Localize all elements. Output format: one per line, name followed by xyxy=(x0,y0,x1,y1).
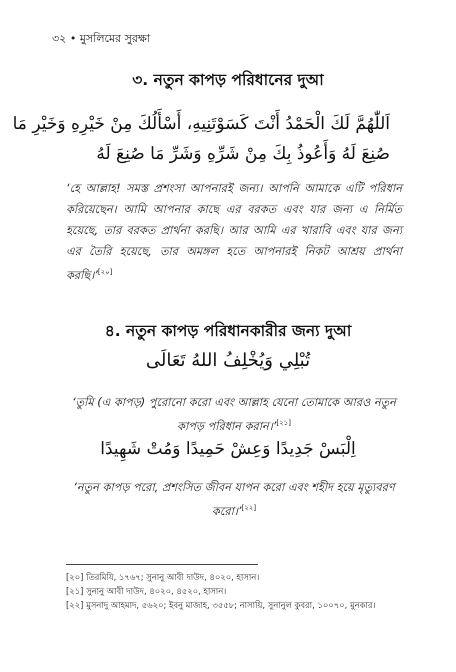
section-4-translation-2-text: ‘নতুন কাপড় পরো, প্রশংসিত জীবন যাপন করো এবং শহীদ হয়ে মৃত্যুবরণ করো।’ xyxy=(73,481,395,518)
footnote-ref-22: [২২] xyxy=(241,504,257,512)
section-4-translation-1 xyxy=(66,392,402,437)
section-3-heading: ৩. নতুন কাপড় পরিধানের দুআ xyxy=(132,71,324,89)
running-header xyxy=(52,30,150,49)
footnote-22: [২২] মুসনাদু আহমাদ, ৫৬২০; ইবনু মাজাহ, ৩৫৫৮; নাসায়ি, সুনানুল কুবরা, ১০০৭০, মুনকার। xyxy=(66,600,376,610)
book-title: মুসলিমের সুরক্ষা xyxy=(79,32,151,45)
section-4-translation-1-text: ‘তুমি (এ কাপড়) পুরোনো করো এবং আল্লাহ যেনো তোমাকে আরও নতুন কাপড় পরিধান করান।’ xyxy=(72,396,396,433)
section-4-translation-2 xyxy=(66,477,402,522)
header-bullet: • xyxy=(69,32,77,45)
section-3-translation xyxy=(66,178,402,286)
page-number: ৩২ xyxy=(52,32,67,45)
footnote-divider xyxy=(66,564,258,565)
footnote-ref-20: [২০] xyxy=(97,268,113,276)
section-4-arabic-1: تُبْلِي وَيُخْلِفُ اللهُ تَعَالَى xyxy=(145,350,311,371)
section-3-arabic-line-2: صُنِعَ لَهُ وَأَعُوذُ بِكَ مِنْ شَرِّهِ وَشَرِّ مَا صُنِعَ لَهُ xyxy=(96,144,390,164)
section-3-translation-text: ‘হে আল্লাহ! সমস্ত প্রশংসা আপনারই জন্য। আপনি আমাকে এটি পরিধান করিয়েছেন। আমি আপনার কাছে এর বরকত এবং যার জন্য এ নির্মিত হয়েছে, তার বরকত প্রার্থনা করছি। আর আমি এর খারাবি এবং যার জন্য এর তৈরি হয়েছে, তার অমঙ্গল হতে আপনারই নিকট আশ্রয় প্রার্থনা করছি।’ xyxy=(66,182,402,282)
footnote-20: [২০] তিরমিযি, ১৭৬৭; সুনানু আবী দাউদ, ৪০২০, হাসান। xyxy=(66,572,260,582)
section-4-heading: ৪. নতুন কাপড় পরিধানকারীর জন্য দুআ xyxy=(104,322,352,340)
footnote-ref-21: [২১] xyxy=(276,419,291,427)
section-3-arabic-line-1: اَللّٰهُمَّ لَكَ الْحَمْدُ أَنْتَ كَسَوْتَنِيهِ، أَسْأَلُكَ مِنْ خَيْرِهِ وَخَيْرِ مَا xyxy=(12,114,390,134)
section-4-arabic-2: اِلْبَسْ جَدِيدًا وَعِشْ حَمِيدًا وَمُتْ شَهِيدًا xyxy=(100,439,356,459)
footnote-21: [২১] সুনানু আবী দাউদ, ৪০২০, ৪৫২০, হাসান। xyxy=(66,586,227,596)
